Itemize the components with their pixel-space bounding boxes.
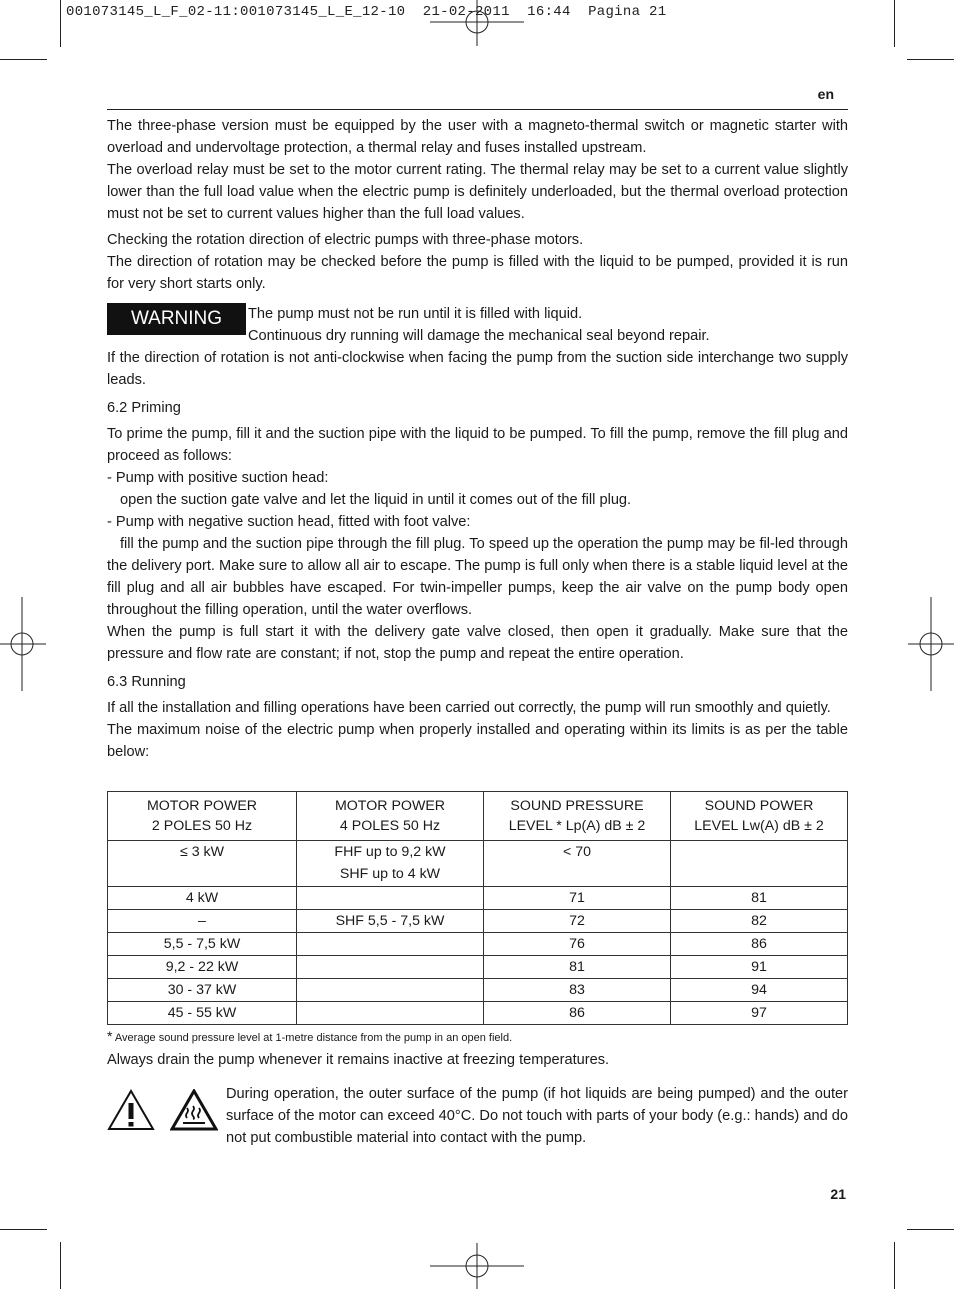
table-cell: –: [108, 910, 297, 933]
header-rule: [107, 109, 848, 110]
table-cell: 71: [484, 887, 671, 910]
page-content: [107, 115, 848, 1149]
hot-surface-warning: [107, 1083, 848, 1149]
table-cell: [297, 887, 484, 910]
footnote-marker: *: [107, 1028, 113, 1044]
table-cell: 9,2 - 22 kW: [108, 956, 297, 979]
rotation-text: The direction of rotation may be checked before the pump is filled with the liquid to be pumped, provided it is run for very short starts only.: [107, 254, 848, 292]
table-cell: [297, 956, 484, 979]
table-row: [108, 979, 848, 1002]
table-row: [108, 910, 848, 933]
table-cell: 86: [671, 933, 848, 956]
hot-surface-text: During operation, the outer surface of the pump (if hot liquids are being pumped) and the outer surface of the motor can exceed 40°C. Do not touch with parts of your body (e.g.: hands) and do not put combustible material into contact with the pump.: [226, 1086, 848, 1146]
priming-intro: To prime the pump, fill it and the suction pipe with the liquid to be pumped. To fill the pump, remove the fill plug and proceed as follows:: [107, 426, 848, 464]
table-cell: [297, 979, 484, 1002]
table-cell: 91: [671, 956, 848, 979]
warning-line: The pump must not be run until it is filled with liquid.: [248, 306, 583, 322]
table-row: [108, 933, 848, 956]
table-cell: 45 - 55 kW: [108, 1002, 297, 1025]
table-cell: 72: [484, 910, 671, 933]
table-header-cell: MOTOR POWER 2 POLES 50 Hz: [108, 792, 297, 841]
table-cell: [297, 933, 484, 956]
table-cell: SHF 5,5 - 7,5 kW: [297, 910, 484, 933]
table-cell: 81: [484, 956, 671, 979]
intro-paragraph: The overload relay must be set to the motor current rating. The thermal relay may be set to a current value slightly lower than the full load value when the electric pump is definitely underloaded, but the thermal overload protection must not be set to current values higher than the full load values.: [107, 162, 848, 222]
registration-mark-top: [430, 0, 524, 48]
table-row: [108, 887, 848, 910]
print-header: 001073145_L_F_02-11:001073145_L_E_12-10 21-02-2011 16:44 Pagina 21: [66, 4, 667, 20]
table-cell: 5,5 - 7,5 kW: [108, 933, 297, 956]
priming-closing: When the pump is full start it with the delivery gate valve closed, then open it gradually. Make sure that the pressure and flow rate are constant; if not, stop the pump and repeat the entire operation.: [107, 624, 848, 662]
table-footnote: [107, 1025, 848, 1049]
table-cell: [671, 841, 848, 887]
table-cell: 83: [484, 979, 671, 1002]
warning-text: [248, 303, 710, 347]
crop-mark: [60, 0, 61, 47]
table-cell: 30 - 37 kW: [108, 979, 297, 1002]
warning-badge: WARNING: [107, 303, 246, 335]
table-cell: ≤ 3 kW: [108, 841, 297, 887]
rotation-heading: Checking the rotation direction of electric pumps with three-phase motors.: [107, 232, 584, 248]
page-number: 21: [830, 1186, 846, 1202]
running-text: The maximum noise of the electric pump when properly installed and operating within its limits is as per the table below:: [107, 722, 848, 760]
crop-mark: [894, 0, 895, 47]
table-header-cell: SOUND PRESSURE LEVEL * Lp(A) dB ± 2: [484, 792, 671, 841]
table-header-cell: MOTOR POWER 4 POLES 50 Hz: [297, 792, 484, 841]
table-row: [108, 956, 848, 979]
hot-surface-text-block: [226, 1083, 848, 1149]
noise-table: [107, 791, 848, 1025]
priming-heading: 6.2 Priming: [107, 400, 181, 416]
table-cell: < 70: [484, 841, 671, 887]
rotation-after-text: If the direction of rotation is not anti-clockwise when facing the pump from the suction side interchange two supply leads.: [107, 350, 848, 388]
language-code: en: [817, 86, 834, 102]
crop-mark: [60, 1242, 61, 1289]
exclamation-warning-icon: [107, 1089, 155, 1131]
table-cell: 76: [484, 933, 671, 956]
intro-paragraph: The three-phase version must be equipped by the user with a magneto-thermal switch or magnetic starter with overload and undervoltage protection, a thermal relay and fuses installed upstream.: [107, 118, 848, 156]
running-text: If all the installation and filling operations have been carried out correctly, the pump will run smoothly and quietly.: [107, 700, 831, 716]
table-row: [108, 1002, 848, 1025]
list-item-text: open the suction gate valve and let the liquid in until it comes out of the fill plug.: [120, 492, 632, 508]
running-heading: 6.3 Running: [107, 674, 186, 690]
table-cell: 4 kW: [108, 887, 297, 910]
crop-mark: [894, 1242, 895, 1289]
warning-icons: [107, 1083, 226, 1149]
table-row: [108, 841, 848, 887]
list-item: - Pump with positive suction head:: [107, 470, 329, 486]
list-item: - Pump with negative suction head, fitted with foot valve:: [107, 514, 471, 530]
drain-note: Always drain the pump whenever it remains inactive at freezing temperatures.: [107, 1052, 610, 1068]
table-header-cell: SOUND POWER LEVEL Lw(A) dB ± 2: [671, 792, 848, 841]
table-cell: 82: [671, 910, 848, 933]
table-cell: 94: [671, 979, 848, 1002]
table-cell: FHF up to 9,2 kW SHF up to 4 kW: [297, 841, 484, 887]
crop-mark: [907, 1229, 954, 1230]
table-cell: 86: [484, 1002, 671, 1025]
table-header-row: [108, 792, 848, 841]
warning-block: [107, 303, 848, 347]
crop-mark: [0, 59, 47, 60]
footnote-text: Average sound pressure level at 1-metre distance from the pump in an open field.: [114, 1032, 513, 1044]
hot-surface-icon: [170, 1089, 218, 1131]
list-item-text: fill the pump and the suction pipe through the fill plug. To speed up the operation the pump may be fil-led through the delivery port. Make sure to allow all air to escape. The pump is full only when there is a stable liquid level at the fill plug and all air bubbles have escaped. For twin-impeller pumps, keep the air valve on the pump body open throughout the filling operation, until the water overflows.: [107, 536, 848, 618]
table-cell: 97: [671, 1002, 848, 1025]
registration-mark-right: [906, 597, 954, 691]
warning-line: Continuous dry running will damage the mechanical seal beyond repair.: [248, 328, 710, 344]
table-cell: 81: [671, 887, 848, 910]
table-cell: [297, 1002, 484, 1025]
registration-mark-bottom: [430, 1241, 524, 1289]
crop-mark: [0, 1229, 47, 1230]
registration-mark-left: [0, 597, 48, 691]
crop-mark: [907, 59, 954, 60]
